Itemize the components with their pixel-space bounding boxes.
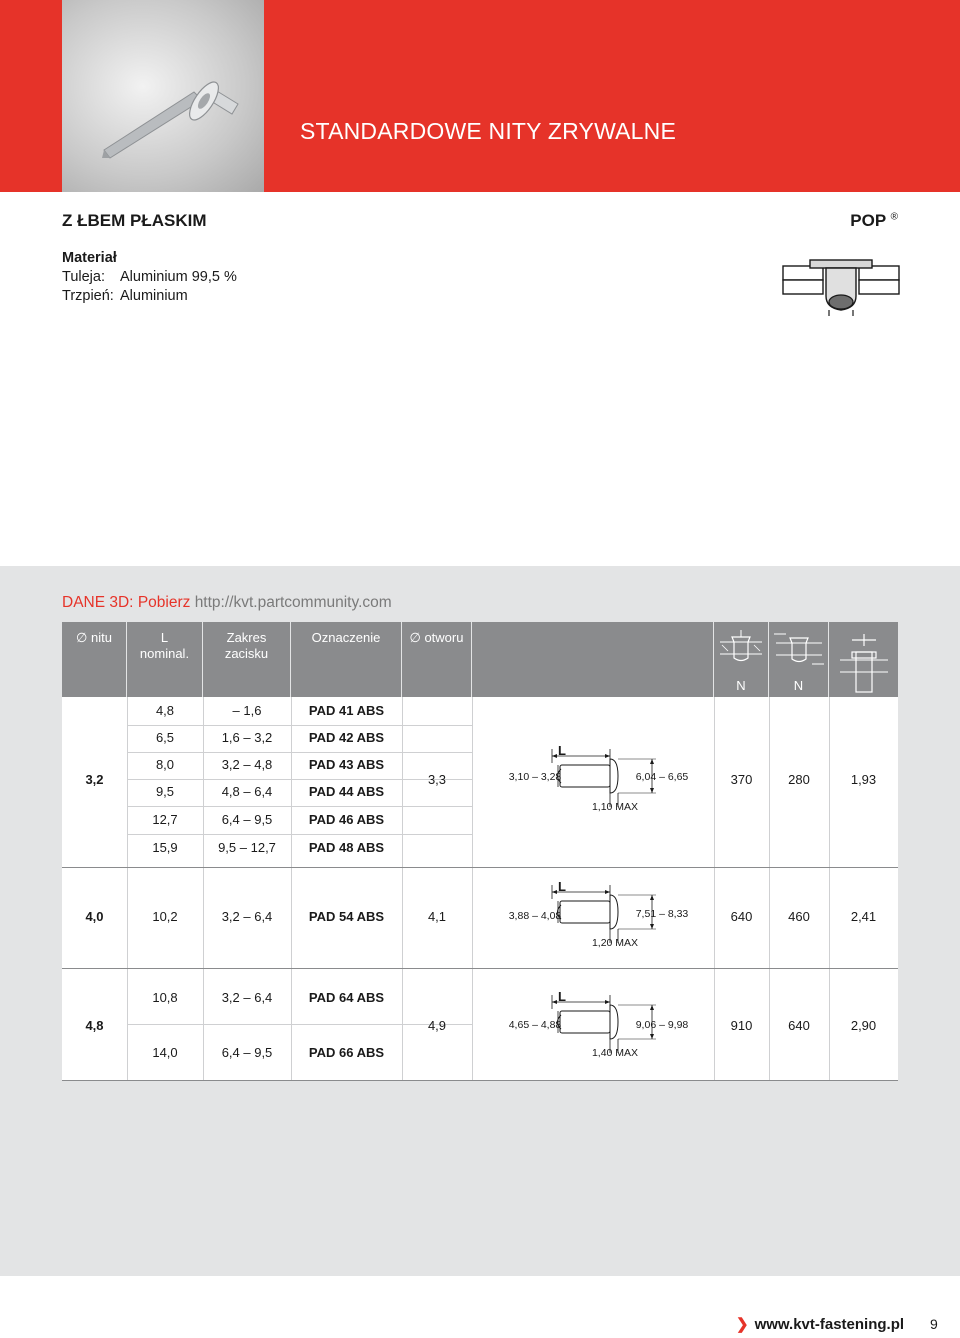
grip-cell: – 1,6 <box>232 703 262 718</box>
length-cell: 4,8 <box>155 703 175 718</box>
section-subtitle: Z ŁBEM PŁASKIM <box>62 211 207 230</box>
head-diameter-range: 7,51 – 8,33 <box>635 908 689 920</box>
rivet-diameter: 4,8 <box>85 1018 104 1033</box>
page-number: 9 <box>930 1316 938 1332</box>
material-value: Aluminium 99,5 % <box>120 269 237 285</box>
grip-cell: 4,8 – 6,4 <box>221 784 273 799</box>
rivet-diameter: 4,0 <box>85 909 104 924</box>
tensile-unit: N <box>793 678 804 693</box>
material-line <box>62 288 188 304</box>
download-action: Pobierz <box>137 594 191 611</box>
head-diameter-range: 6,04 – 6,65 <box>635 771 689 783</box>
code-cell: PAD 54 ABS <box>308 909 385 924</box>
header-tensile <box>769 622 829 697</box>
length-cell: 8,0 <box>155 757 175 772</box>
material-title: Materiał <box>62 250 117 266</box>
mandrel-value: 2,41 <box>850 909 877 924</box>
tensile-value: 640 <box>788 1018 810 1033</box>
tensile-strength-icon <box>772 630 826 668</box>
brand-name: POP <box>850 211 886 230</box>
grip-cell: 3,2 – 6,4 <box>221 990 273 1005</box>
material-value: Aluminium <box>120 288 188 304</box>
download-link[interactable]: http://kvt.partcommunity.com <box>194 594 392 611</box>
header-banner <box>0 0 960 192</box>
material-key: Tuleja: <box>62 269 105 285</box>
code-cell: PAD 64 ABS <box>308 990 385 1005</box>
length-cell: 6,5 <box>155 730 175 745</box>
tensile-value: 460 <box>788 909 810 924</box>
grip-cell: 6,4 – 9,5 <box>221 812 273 827</box>
material-line <box>62 269 237 285</box>
hole-diameter: 3,3 <box>427 772 447 787</box>
rivet-diameter: 3,2 <box>85 772 104 787</box>
header-grip-line2: zacisku <box>224 646 269 661</box>
grip-cell: 6,4 – 9,5 <box>221 1045 273 1060</box>
header-length <box>127 622 203 697</box>
header-diameter: ∅ nitu <box>62 622 127 697</box>
length-cell: 10,2 <box>152 909 178 924</box>
length-cell: 9,5 <box>155 784 175 799</box>
length-symbol: L <box>558 743 566 758</box>
grip-cell: 9,5 – 12,7 <box>218 840 276 855</box>
table-body <box>62 697 898 1080</box>
footer-url-text[interactable]: www.kvt-fastening.pl <box>754 1316 905 1333</box>
mandrel-value: 2,90 <box>850 1018 877 1033</box>
header-mandrel <box>829 622 898 697</box>
material-key: Trzpień: <box>62 288 114 304</box>
length-cell: 10,8 <box>152 990 178 1005</box>
grip-cell: 1,6 – 3,2 <box>221 730 273 745</box>
length-cell: 12,7 <box>152 812 178 827</box>
header-hole: ∅ otworu <box>402 622 472 697</box>
hole-diameter: 4,1 <box>427 909 447 924</box>
body-diameter-range: 3,88 – 4,08 <box>508 910 562 922</box>
header-grip <box>203 622 291 697</box>
page-title: STANDARDOWE NITY ZRYWALNE <box>300 118 677 144</box>
shear-unit: N <box>736 678 746 693</box>
length-cell: 15,9 <box>152 840 178 855</box>
header-shear <box>714 622 769 697</box>
head-height: 1,20 MAX <box>591 937 639 949</box>
header-code: Oznaczenie <box>291 622 402 697</box>
code-cell: PAD 46 ABS <box>308 812 385 827</box>
header-grip-line1: Zakres <box>226 630 267 645</box>
grip-cell: 3,2 – 6,4 <box>221 909 273 924</box>
header-length-symbol: L <box>160 630 169 645</box>
code-cell: PAD 48 ABS <box>308 840 385 855</box>
code-cell: PAD 41 ABS <box>308 703 385 718</box>
head-diameter-range: 9,06 – 9,98 <box>635 1019 689 1031</box>
header-length-sub: nominal. <box>139 646 190 661</box>
length-cell: 14,0 <box>152 1045 178 1060</box>
download-line <box>62 594 392 612</box>
mandrel-value: 1,93 <box>850 772 877 787</box>
rivet-joint-diagram <box>782 256 900 318</box>
code-cell: PAD 42 ABS <box>308 730 385 745</box>
shear-strength-icon <box>716 630 766 668</box>
hole-diameter: 4,9 <box>427 1018 447 1033</box>
brand-label <box>850 211 898 231</box>
code-cell: PAD 66 ABS <box>308 1045 385 1060</box>
table-header <box>62 622 898 697</box>
body-diameter-range: 4,65 – 4,88 <box>508 1019 562 1031</box>
head-height: 1,10 MAX <box>591 801 639 813</box>
grip-cell: 3,2 – 4,8 <box>221 757 273 772</box>
mandrel-break-icon <box>838 630 890 694</box>
length-symbol: L <box>558 989 566 1004</box>
download-label: DANE 3D: <box>62 594 134 611</box>
shear-value: 910 <box>730 1018 753 1033</box>
chevron-right-icon: ❯ <box>736 1316 749 1333</box>
head-height: 1,40 MAX <box>591 1047 639 1059</box>
code-cell: PAD 44 ABS <box>308 784 385 799</box>
footer-website[interactable] <box>736 1315 904 1333</box>
length-symbol: L <box>558 879 566 894</box>
shear-value: 370 <box>730 772 753 787</box>
rivet-photo <box>62 0 264 192</box>
registered-mark: ® <box>890 211 898 223</box>
tensile-value: 280 <box>788 772 810 787</box>
code-cell: PAD 43 ABS <box>308 757 385 772</box>
header-dimensions <box>472 622 714 697</box>
body-diameter-range: 3,10 – 3,28 <box>508 771 562 783</box>
shear-value: 640 <box>730 909 753 924</box>
